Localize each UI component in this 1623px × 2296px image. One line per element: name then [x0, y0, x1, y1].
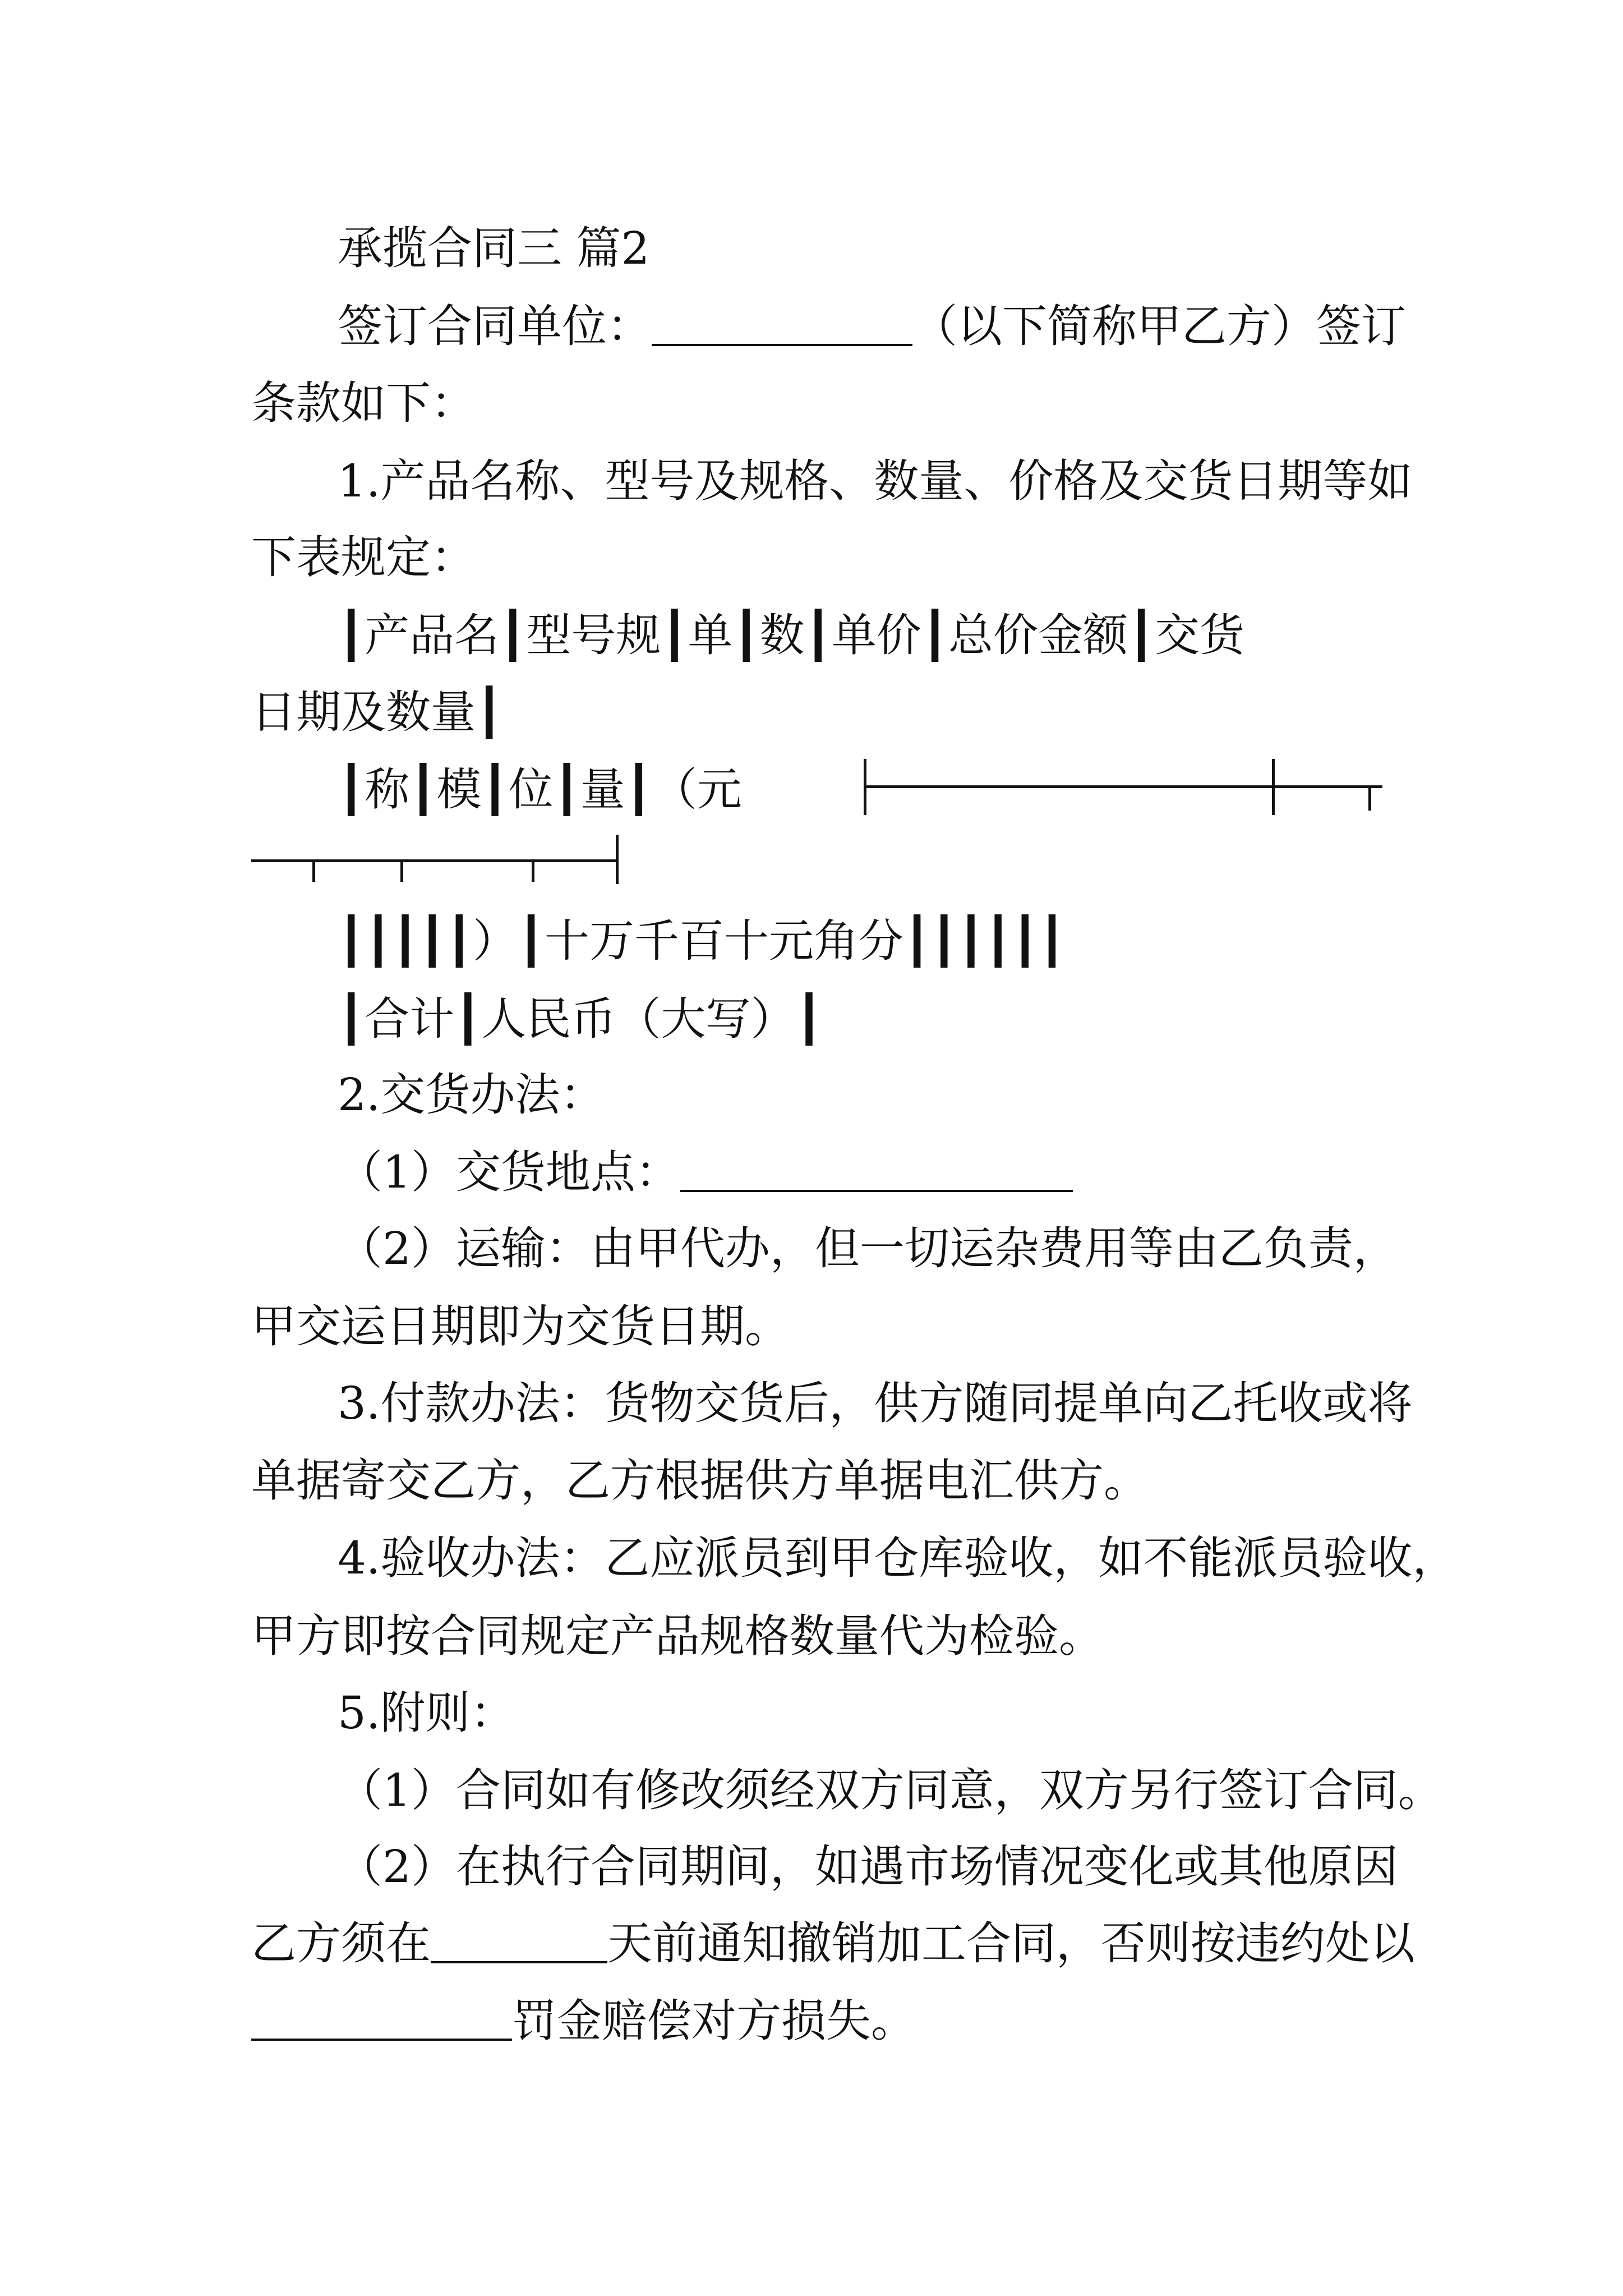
- item1-line2: 下表规定：: [251, 531, 476, 583]
- item3-line2: 单据寄交乙方，乙方根据供方单据电汇供方。: [251, 1455, 1149, 1507]
- penalty-blank: [251, 1994, 512, 2041]
- item5-heading: 5.附则：: [338, 1687, 515, 1739]
- item5-2-line2: [251, 1916, 1415, 1972]
- table-row-header-cont: 日期及数量┃: [251, 686, 503, 738]
- delivery-place-blank: [680, 1145, 1073, 1192]
- item5-2-line1: （2）在执行合同期间，如遇市场情况变化或其他原因: [338, 1841, 1398, 1893]
- item2-2-line1: （2）运输：由甲代办，但一切运杂费用等由乙负责，: [338, 1222, 1398, 1274]
- item2-2-line2: 甲交运日期即为交货日期。: [251, 1300, 790, 1352]
- item4-line1: 4.验收办法：乙应派员到甲仓库验收，如不能派员验收，: [338, 1532, 1458, 1584]
- table-rule-horizontal-2: [251, 859, 619, 862]
- item4-line2: 甲方即按合同规定产品规格数量代为检验。: [251, 1610, 1104, 1662]
- intro-continuation: 条款如下：: [251, 377, 476, 429]
- table-rule-cross: [1272, 759, 1275, 815]
- table-rule-horizontal: [864, 785, 1382, 788]
- party-blank: [652, 299, 912, 346]
- table-rule-tick: [312, 859, 315, 882]
- item5-2-mid: 天前通知撤销加工合同，否则按违约处以: [607, 1917, 1415, 1970]
- table-row-digits: ┃┃┃┃┃）┃十万千百十元角分┃┃┃┃┃┃: [338, 915, 1066, 967]
- item2-1-label: （1）交货地点：: [338, 1146, 680, 1198]
- item2-1: [338, 1144, 1073, 1200]
- table-row-header: ┃产品名┃型号规┃单┃数┃单价┃总价金额┃交货: [338, 609, 1245, 661]
- item3-line1: 3.付款办法：货物交货后，供方随同提单向乙托收或将: [338, 1377, 1413, 1429]
- table-row-total: ┃合计┃人民币（大写）┃: [338, 993, 823, 1045]
- item5-2-prefix: 乙方须在: [251, 1917, 431, 1970]
- item5-1: （1）合同如有修改须经双方同意，双方另行签订合同。: [338, 1764, 1443, 1816]
- item5-2-suffix: 罚金赔偿对方损失。: [512, 1995, 916, 2047]
- table-rule-tick: [1368, 785, 1371, 811]
- item1-line1: 1.产品名称、型号及规格、数量、价格及交货日期等如: [338, 455, 1413, 507]
- table-row-units: ┃称┃模┃位┃量┃（元: [338, 763, 742, 816]
- document-title: 承揽合同三 篇2: [338, 222, 650, 274]
- days-blank: [431, 1916, 607, 1963]
- table-rule-tick: [532, 859, 534, 882]
- table-rule-end: [616, 835, 619, 884]
- intro-line: [338, 298, 1406, 355]
- table-rule-tick: [400, 859, 403, 882]
- intro-prefix: 签订合同单位：: [338, 300, 652, 352]
- intro-suffix: （以下简称甲乙方）签订: [912, 300, 1406, 352]
- item2-heading: 2.交货办法：: [338, 1069, 605, 1121]
- item5-2-line3: [251, 1993, 916, 2049]
